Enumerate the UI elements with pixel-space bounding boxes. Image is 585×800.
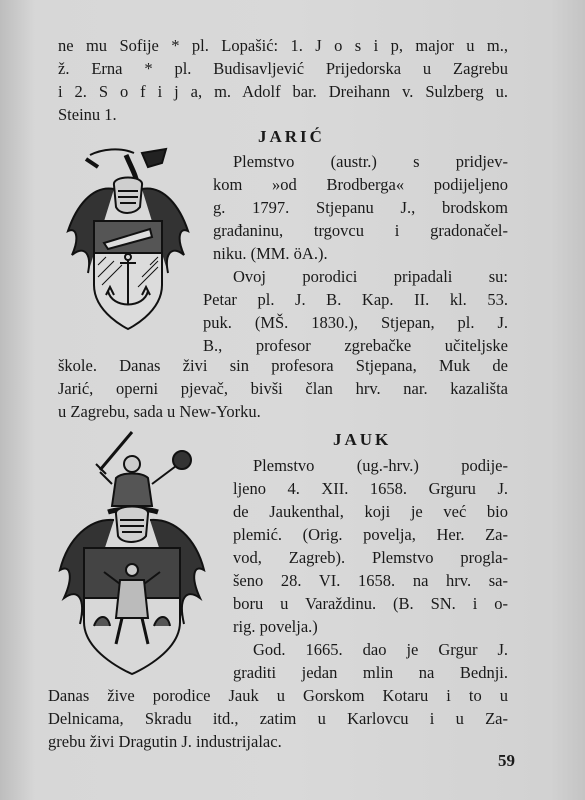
entry-line: Danas žive porodice Jauk u Gorskom Kotaru i to u [48,686,508,705]
entry-heading-jauk: JAUK [333,430,392,449]
entry-line: Petar pl. J. B. Kap. II. kl. 53. [203,290,508,309]
entry-line: de Jaukenthal, koji je već bio [233,502,508,521]
entry-line: u Zagrebu, sada u New-Yorku. [58,402,261,421]
page-number: 59 [498,751,515,770]
jaric-coat-of-arms [62,145,194,335]
entry-line: kom »od Brodberga« podijeljeno [213,175,508,194]
entry-line: God. 1665. dao je Grgur J. [253,640,508,659]
intro-line: Steinu 1. [58,105,117,124]
entry-line: plemić. (Orig. povelja, Her. Za- [233,525,508,544]
entry-line: Delnicama, Skradu itd., zatim u Karlovcu i u Za- [48,709,508,728]
entry-line: Ovoj porodici pripadali su: [233,267,508,286]
entry-line: škole. Danas živi sin profesora Stjepana, Muk de [58,356,508,375]
entry-line: građaninu, trgovcu i gradonačel- [213,221,508,240]
intro-line: ž. Erna * pl. Budisavljević Prijedorska u Zagrebu [58,59,508,78]
entry-line: g. 1797. Stjepanu J., brodskom [213,198,508,217]
entry-line: Jarić, operni pjevač, bivši član hrv. nar. kazališta [58,379,508,398]
entry-line: vod, Zagreb). Plemstvo progla- [233,548,508,567]
entry-line: rig. povelja.) [233,617,318,636]
intro-line: i 2. S o f i j a, m. Adolf bar. Dreihann v. Sulzberg u. [58,82,508,101]
entry-line: ljeno 4. XII. 1658. Grguru J. [233,479,508,498]
entry-line: niku. (MM. öA.). [213,244,328,263]
entry-line: šeno 28. VI. 1658. na hrv. sa- [233,571,508,590]
jauk-coat-of-arms [50,430,210,680]
entry-line: graditi jedan mlin na Bednji. [233,663,508,682]
entry-line: Plemstvo (austr.) s pridjev- [233,152,508,171]
intro-line: ne mu Sofije * pl. Lopašić: 1. J o s i p, major u m., [58,36,508,55]
entry-line: Plemstvo (ug.-hrv.) podije- [253,456,508,475]
entry-line: B., profesor zgrebačke učiteljske [203,336,508,355]
entry-line: puk. (MŠ. 1830.), Stjepan, pl. J. [203,313,508,332]
entry-heading-jaric: JARIĆ [258,127,325,146]
entry-line: grebu živi Dragutin J. industrijalac. [48,732,282,751]
entry-line: boru u Varaždinu. (B. SN. i o- [233,594,508,613]
